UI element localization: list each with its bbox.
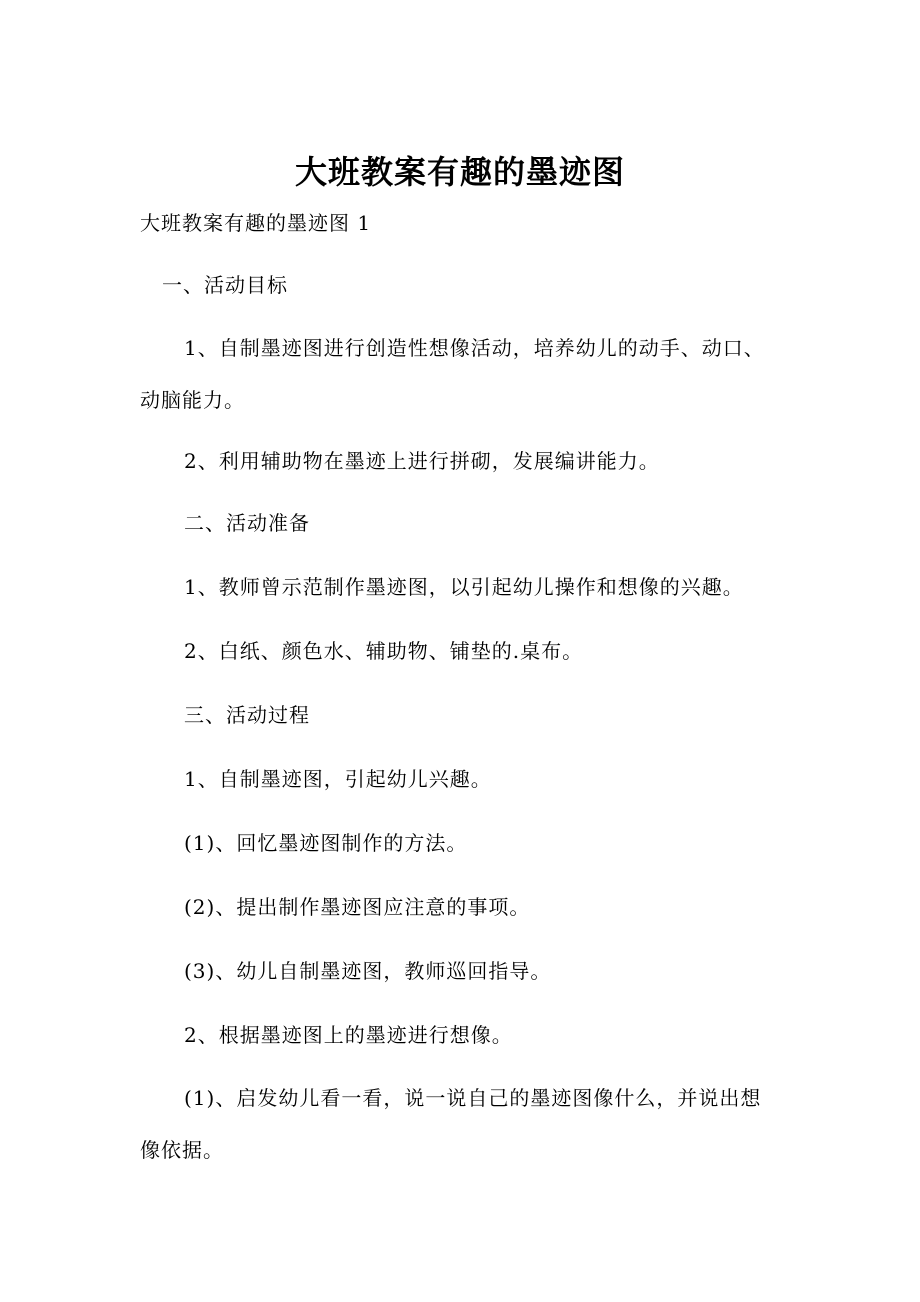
section-heading-process: 三、活动过程 (184, 703, 310, 727)
document-title: 大班教案有趣的墨迹图 (294, 153, 625, 191)
section-heading-goals: 一、活动目标 (162, 273, 288, 297)
paragraph-process-1-1: (1)、回忆墨迹图制作的方法。 (184, 831, 468, 855)
paragraph-process-1: 1、自制墨迹图，引起幼儿兴趣。 (184, 767, 492, 791)
paragraph-preparation-2: 2、白纸、颜色水、辅助物、铺垫的.桌布。 (184, 639, 584, 663)
paragraph-process-2-1: (1)、启发幼儿看一看，说一说自己的墨迹图像什么，并说出想像依据。 (140, 1086, 762, 1162)
document-subtitle: 大班教案有趣的墨迹图 1 (140, 211, 372, 235)
paragraph-preparation-1: 1、教师曾示范制作墨迹图，以引起幼儿操作和想像的兴趣。 (184, 575, 744, 599)
paragraph-goal-1: 1、自制墨迹图进行创造性想像活动，培养幼儿的动手、动口、动脑能力。 (140, 336, 765, 412)
paragraph-goal-2: 2、利用辅助物在墨迹上进行拼砌，发展编讲能力。 (184, 449, 660, 473)
paragraph-process-1-3: (3)、幼儿自制墨迹图，教师巡回指导。 (184, 959, 552, 983)
paragraph-process-1-2: (2)、提出制作墨迹图应注意的事项。 (184, 895, 531, 919)
paragraph-process-2: 2、根据墨迹图上的墨迹进行想像。 (184, 1023, 513, 1047)
section-heading-preparation: 二、活动准备 (184, 511, 310, 535)
